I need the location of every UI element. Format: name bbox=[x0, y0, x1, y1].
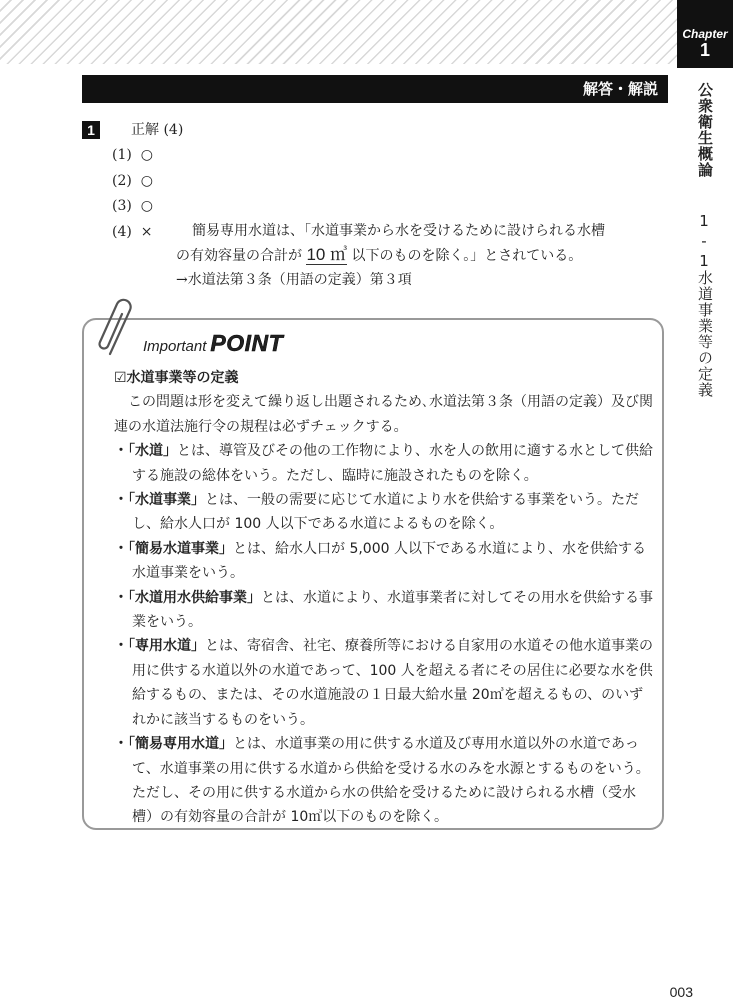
definition: とは、一般の需要に応じて水道により水を供給する事業をいう。ただし、給水人口が 100 人以下である水道によるものを除く。 bbox=[132, 492, 639, 533]
term: ・「簡易専用水道」 bbox=[114, 736, 233, 753]
item-list bbox=[112, 143, 153, 245]
definition: とは、給水人口が 5,000 人以下である水道により、水を供給する水道事業をいう。 bbox=[132, 540, 646, 582]
item-no: (1) bbox=[112, 147, 132, 163]
point-heading: ☑水道事業等の定義 bbox=[114, 370, 239, 386]
text: の有効容量の合計が bbox=[176, 248, 302, 264]
chapter-tab bbox=[677, 0, 733, 68]
explanation-line bbox=[176, 243, 656, 268]
item bbox=[112, 143, 153, 169]
emphasis-volume: 10 ㎥ bbox=[306, 245, 348, 264]
text: 以下のものを除く。」とされている。 bbox=[351, 248, 583, 264]
section-header: 解答・解説 bbox=[82, 75, 668, 103]
item-mark: ○ bbox=[140, 172, 153, 189]
term: ・「水道事業」 bbox=[114, 492, 205, 509]
item bbox=[112, 220, 153, 246]
definition: とは、寄宿舎、社宅、療養所等における自家用の水道その他水道事業の用に供する水道以外の水道であって、100 人を超える者にその居住に必要な水を供給するもの、または、その水道施設の１日最大給水量 20㎥を超えるもの、のいずれかに該当するものをいう。 bbox=[132, 638, 653, 728]
definition: とは、導管及びその他の工作物により、水を人の飲用に適する水として供給する施設の総体をいう。ただし、臨時に施設されたものを除く。 bbox=[132, 443, 653, 484]
answer-line bbox=[131, 118, 183, 142]
item-no: (3) bbox=[112, 198, 132, 214]
answer-label: 正解 bbox=[131, 122, 159, 138]
item-mark: ○ bbox=[140, 198, 153, 214]
header-stripes bbox=[0, 0, 677, 64]
answer-value: (4) bbox=[163, 122, 184, 138]
definition-item bbox=[114, 488, 654, 537]
point-intro: この問題は形を変えて繰り返し出題されるため､水道法第３条（用語の定義）及び関連の水道法施行令の規程は必ずチェックする。 bbox=[114, 394, 653, 435]
item bbox=[112, 169, 153, 195]
explanation-reference: →水道法第３条（用語の定義）第３項 bbox=[176, 272, 412, 288]
definition: とは、水道により、水道事業者に対してその用水を供給する事業をいう。 bbox=[132, 589, 653, 631]
term: ・「専用水道」 bbox=[114, 638, 205, 655]
question-number: 1 bbox=[82, 121, 100, 139]
point-content bbox=[114, 366, 654, 830]
label-important: Important bbox=[143, 338, 207, 355]
side-subtitle: 水道事業等の定義 bbox=[696, 270, 714, 398]
side-title: 公衆衛生概論 bbox=[696, 82, 714, 178]
important-point-label bbox=[143, 330, 283, 357]
definition: とは、水道事業の用に供する水道及び専用水道以外の水道であって、水道事業の用に供する水道から供給を受ける水のみを水源とするものをいう。ただし、その用に供する水道から水の供給を受けるために設けられる水槽（受水槽）の有効容量の合計が 10㎥以下のものを除く。 bbox=[132, 736, 650, 826]
label-point: POINT bbox=[210, 330, 284, 356]
side-section: 1-1 bbox=[695, 212, 713, 272]
explanation-line: 簡易専用水道は、「水道事業から水を受けるために設けられる水槽 bbox=[192, 223, 605, 239]
item-mark: ○ bbox=[140, 147, 153, 163]
definition-item bbox=[114, 439, 654, 488]
term: ・「水道」 bbox=[114, 443, 177, 460]
item-no: (2) bbox=[112, 172, 132, 189]
chapter-label: Chapter bbox=[682, 27, 728, 41]
item bbox=[112, 194, 153, 220]
definition-item bbox=[114, 586, 654, 635]
term: ・「水道用水供給事業」 bbox=[114, 589, 261, 606]
definition-item bbox=[114, 537, 654, 586]
item-mark: × bbox=[140, 223, 153, 240]
definition-item bbox=[114, 732, 654, 830]
item-no: (4) bbox=[112, 223, 132, 240]
chapter-number: 1 bbox=[699, 40, 710, 60]
definition-item bbox=[114, 634, 654, 732]
explanation bbox=[176, 219, 656, 292]
paperclip-icon bbox=[96, 296, 136, 358]
term: ・「簡易水道事業」 bbox=[114, 540, 233, 557]
page-number: 003 bbox=[669, 984, 693, 1000]
